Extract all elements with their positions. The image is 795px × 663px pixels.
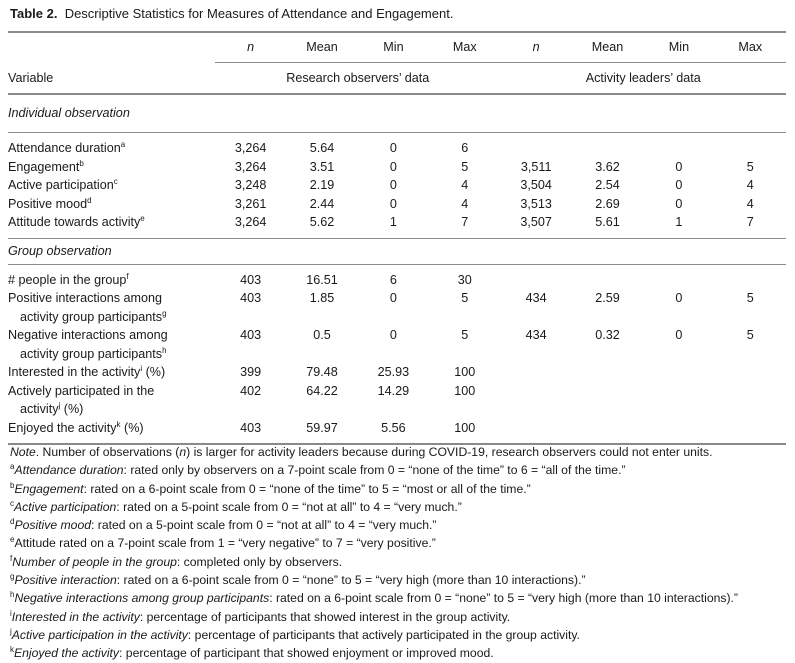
header-blank	[8, 32, 215, 63]
value-cell: 0	[675, 159, 683, 174]
value-cell: 5	[746, 159, 754, 174]
variable-name-cell	[8, 264, 215, 289]
footnote-text: : percentage of participant that showed enjoyment or improved mood.	[119, 646, 494, 661]
group-header-row	[8, 63, 786, 95]
variable-name-continued	[8, 345, 215, 364]
footnote-text: : completed only by observers.	[176, 554, 343, 569]
note-text: . Number of observations (	[35, 445, 180, 459]
value-cell	[715, 419, 786, 445]
footnote-text: : percentage of participants that showed interest in the group activity.	[139, 609, 511, 624]
value-cell: 5	[461, 328, 469, 342]
table-caption	[10, 6, 453, 21]
section-label: Group observation	[8, 238, 786, 264]
variable-name: Negative interactions among	[8, 328, 168, 342]
variable-name-cont: activity group participants	[20, 346, 163, 361]
value-cell: 30	[457, 272, 472, 287]
footnote-marker: j	[10, 626, 12, 636]
value-cell: 1	[389, 215, 397, 229]
variable-name-cell	[8, 326, 215, 363]
column-header-n: n	[215, 32, 286, 63]
variable-name-cell	[8, 289, 215, 326]
variable-name: Positive mood	[8, 196, 88, 211]
footnote	[10, 498, 738, 516]
table-row	[8, 326, 786, 363]
footnote-marker: i	[10, 608, 12, 618]
footnote-marker: i	[140, 363, 143, 373]
variable-suffix: (%)	[142, 365, 166, 379]
column-header-mean: Mean	[572, 32, 643, 63]
value-cell	[572, 382, 643, 419]
variable-name-cell	[8, 382, 215, 419]
footnote-marker: c	[113, 176, 118, 186]
footnote-marker: d	[10, 517, 15, 527]
value-cell: 2.19	[309, 178, 335, 192]
variable-name: Positive interactions among	[8, 291, 163, 305]
footnote	[10, 534, 738, 552]
value-cell: 64.22	[306, 383, 338, 398]
variable-name-cell	[8, 158, 215, 177]
table-row	[8, 158, 786, 177]
value-cell: 3,513	[520, 196, 552, 211]
footnote-marker: f	[10, 553, 13, 563]
group-header: Research observers’ data	[215, 63, 501, 95]
value-cell	[643, 133, 714, 158]
value-cell: 0.5	[313, 328, 331, 342]
footnote	[10, 608, 738, 626]
value-cell: 1.85	[309, 291, 335, 305]
value-cell	[643, 382, 714, 419]
note-n: n	[179, 445, 187, 459]
value-cell: 5.61	[595, 215, 620, 229]
footnote-marker: a	[120, 139, 126, 149]
footnote-text: : rated only by observers on a 7-point scale from 0 = “none of the time” to 6 = “all of the time.”	[123, 463, 626, 478]
value-cell: 2.59	[595, 291, 620, 305]
column-header-max: Max	[429, 32, 500, 63]
variable-name: Attendance duration	[8, 141, 121, 155]
footnote-marker: g	[10, 572, 15, 582]
value-cell: 3,264	[234, 215, 267, 229]
footnote-marker: k	[116, 419, 121, 429]
value-cell: 3,507	[520, 215, 552, 229]
value-cell: 100	[454, 365, 476, 379]
value-cell: 2.54	[595, 178, 620, 192]
value-cell	[501, 133, 572, 158]
value-cell	[715, 363, 786, 382]
footnote-term: Active participation in the activity	[11, 627, 188, 642]
footnote-marker: g	[162, 308, 167, 318]
value-cell: 6	[389, 272, 397, 287]
footnote-text: : rated on a 5-point scale from 0 = “not at all” to 4 = “very much.”	[91, 518, 437, 533]
footnote-term: Enjoyed the activity	[14, 646, 120, 661]
variable-header: Variable	[8, 63, 215, 95]
variable-name-cell	[8, 363, 215, 382]
value-cell	[572, 419, 643, 445]
value-cell: 3,264	[234, 141, 267, 155]
value-cell: 5	[461, 291, 469, 305]
value-cell: 5.56	[358, 419, 429, 445]
value-cell: 4	[461, 178, 469, 192]
footnote-term: Interested in the activity	[11, 609, 140, 624]
footnote	[10, 461, 738, 479]
table-row	[8, 176, 786, 195]
table-row	[8, 363, 786, 382]
value-cell: 3.62	[595, 159, 620, 174]
value-cell: 0	[389, 178, 397, 192]
footnote-marker: d	[87, 195, 92, 205]
variable-name: Actively participated in the	[8, 383, 155, 398]
value-cell: 403	[215, 419, 286, 445]
table-row	[8, 382, 786, 419]
footnote-term: Positive mood	[14, 518, 91, 533]
value-cell: 6	[461, 141, 469, 155]
value-cell	[501, 419, 572, 445]
value-cell: 100	[454, 383, 476, 398]
note-text: ) is larger for activity leaders because during COVID-19, research observers could not enter units.	[186, 445, 713, 459]
value-cell: 0	[389, 159, 397, 174]
value-cell	[715, 264, 786, 289]
value-cell: 3,248	[234, 178, 267, 192]
value-cell: 403	[240, 272, 262, 287]
footnote-term: Positive interaction	[14, 573, 117, 588]
footnote	[10, 644, 738, 662]
footnote-text: : rated on a 6-point scale from 0 = “none” to 5 = “very high (more than 10 interactions).”	[116, 573, 586, 588]
variable-name-cont: activity	[20, 402, 59, 416]
value-cell	[501, 382, 572, 419]
value-cell	[572, 363, 643, 382]
column-header-min: Min	[358, 32, 429, 63]
footnote-marker: b	[79, 158, 84, 168]
footnote-term: Attendance duration	[14, 463, 124, 478]
footnote-term: Number of people in the group	[12, 554, 177, 569]
variable-name-cell	[8, 419, 215, 445]
note-label: Note	[10, 445, 36, 459]
footnote-text: : rated on a 6-point scale from 0 = “none” to 5 = “very high (more than 10 interactions).”	[269, 591, 738, 606]
footnote-text: Attitude rated on a 7-point scale from 1 = “very negative” to 7 = “very positive.”	[14, 536, 436, 551]
footnote	[10, 626, 738, 644]
footnote-marker: e	[10, 535, 15, 545]
value-cell: 4	[746, 196, 754, 211]
value-cell: 3.51	[309, 159, 335, 174]
value-cell	[715, 382, 786, 419]
footnote-marker: b	[10, 480, 15, 490]
value-cell: 0	[675, 291, 683, 305]
value-cell: 5	[746, 291, 754, 305]
value-cell: 0	[389, 328, 397, 342]
value-cell: 4	[461, 196, 469, 211]
value-cell: 0	[675, 178, 683, 192]
value-cell: 0	[389, 196, 397, 211]
section-row	[8, 94, 786, 133]
variable-name: # people in the group	[8, 272, 127, 287]
value-cell: 399	[240, 365, 262, 379]
variable-name: Engagement	[8, 159, 80, 174]
footnote-term: Engagement	[14, 481, 84, 496]
section-label: Individual observation	[8, 94, 786, 133]
footnote-marker: k	[10, 645, 14, 655]
footnote-text: : rated on a 6-point scale from 0 = “none of the time” to 5 = “most or all of the time.”	[83, 481, 531, 496]
value-cell: 0	[675, 196, 683, 211]
value-cell: 403	[240, 291, 262, 305]
footnote-marker: f	[126, 271, 129, 281]
variable-name-cell	[8, 176, 215, 195]
variable-name: Active participation	[8, 178, 114, 192]
value-cell: 59.97	[286, 419, 357, 445]
variable-suffix: (%)	[120, 420, 144, 435]
table-notes	[10, 443, 738, 663]
value-cell: 2.44	[309, 196, 335, 211]
footnote-text: : rated on a 5-point scale from 0 = “not at all” to 4 = “very much.”	[116, 499, 462, 514]
value-cell	[572, 264, 643, 289]
value-cell	[643, 419, 714, 445]
table-row	[8, 264, 786, 289]
value-cell: 3,504	[520, 178, 552, 192]
value-cell: 4	[746, 178, 754, 192]
column-header-max: Max	[715, 32, 786, 63]
table-row	[8, 195, 786, 214]
value-cell: 1	[675, 215, 683, 229]
value-cell: 5	[461, 159, 469, 174]
footnote	[10, 516, 738, 534]
value-cell: 0	[389, 141, 397, 155]
variable-name-cell	[8, 213, 215, 238]
footnote-marker: a	[10, 462, 15, 472]
value-cell: 7	[461, 215, 469, 229]
variable-suffix: (%)	[60, 402, 84, 416]
table-row	[8, 419, 786, 445]
value-cell: 402	[240, 383, 262, 398]
column-header-row	[8, 32, 786, 63]
section-row	[8, 238, 786, 264]
value-cell	[643, 363, 714, 382]
table-row	[8, 133, 786, 158]
footnote-term: Active participation	[14, 499, 117, 514]
column-header-n: n	[501, 32, 572, 63]
variable-name-cont: activity group participants	[20, 309, 163, 324]
value-cell: 434	[525, 291, 547, 305]
variable-name-cell	[8, 195, 215, 214]
value-cell: 79.48	[306, 365, 338, 379]
value-cell	[643, 264, 714, 289]
value-cell: 0.32	[595, 328, 620, 342]
value-cell: 14.29	[377, 383, 410, 398]
footnote-marker: h	[162, 345, 167, 355]
value-cell: 25.93	[377, 365, 410, 379]
variable-name-cell	[8, 133, 215, 158]
value-cell: 3,264	[234, 159, 267, 174]
footnote-marker: j	[58, 400, 61, 410]
value-cell: 403	[240, 328, 262, 342]
footnote-marker: e	[140, 213, 145, 223]
value-cell: 100	[429, 419, 500, 445]
value-cell: 16.51	[306, 272, 338, 287]
value-cell: 2.69	[595, 196, 620, 211]
value-cell: 0	[675, 328, 683, 342]
value-cell: 0	[389, 291, 397, 305]
table-row	[8, 213, 786, 238]
table-label: Table 2.	[10, 6, 58, 21]
value-cell: 434	[525, 328, 547, 342]
variable-name: Enjoyed the activity	[8, 420, 117, 435]
variable-name-continued	[8, 308, 215, 327]
table-title: Descriptive Statistics for Measures of Attendance and Engagement.	[64, 6, 454, 21]
footnote	[10, 589, 738, 607]
value-cell: 5.64	[309, 141, 335, 155]
footnote-text: : percentage of participants that actively participated in the group activity.	[187, 627, 580, 642]
footnote	[10, 480, 738, 498]
variable-name: Interested in the activity	[8, 365, 141, 379]
value-cell: 3,261	[234, 196, 267, 211]
footnote-marker: h	[10, 590, 15, 600]
value-cell: 5.62	[309, 215, 335, 229]
value-cell	[501, 264, 572, 289]
column-header-mean: Mean	[286, 32, 357, 63]
value-cell	[715, 133, 786, 158]
footnote	[10, 571, 738, 589]
variable-name: Attitude towards activity	[8, 215, 141, 229]
value-cell: 7	[746, 215, 754, 229]
value-cell	[501, 363, 572, 382]
footnote	[10, 553, 738, 571]
descriptive-statistics-table	[8, 31, 786, 445]
value-cell	[572, 133, 643, 158]
table-row	[8, 289, 786, 326]
column-header-min: Min	[643, 32, 714, 63]
value-cell: 5	[746, 328, 754, 342]
variable-name-continued	[8, 400, 215, 419]
note-intro	[10, 443, 738, 461]
footnote-term: Negative interactions among group participants	[14, 591, 270, 606]
group-header: Activity leaders’ data	[501, 63, 787, 95]
footnote-marker: c	[10, 498, 14, 508]
value-cell: 3,511	[520, 159, 552, 174]
